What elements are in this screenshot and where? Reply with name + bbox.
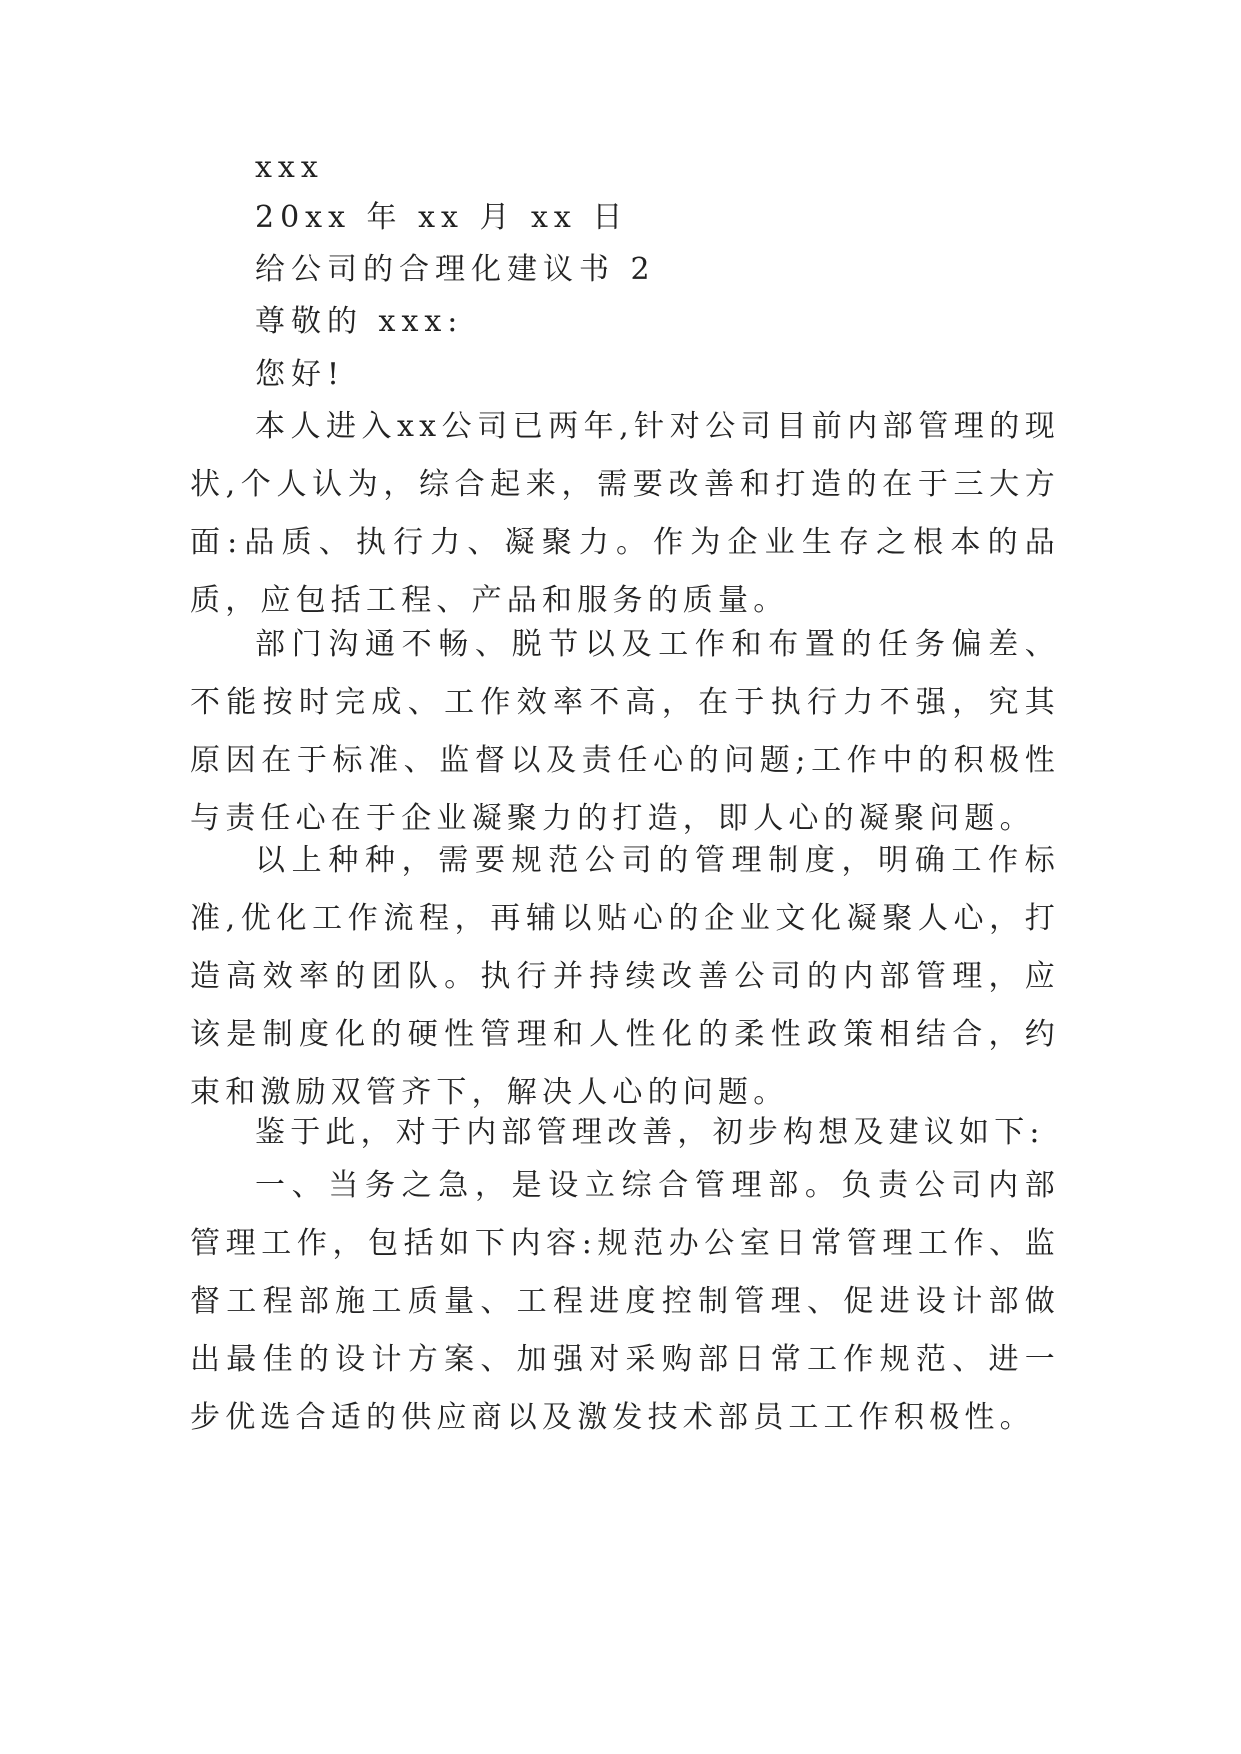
- paragraph-5: 一、当务之急，是设立综合管理部。负责公司内部管理工作，包括如下内容:规范办公室日常管理工作、监督工程部施工质量、工程进度控制管理、促进设计部做出最佳的设计方案、加强对采购部日常工作规范、进一步优选合适的供应商以及激发技术部员工工作积极性。: [190, 1168, 1060, 1435]
- signature-line: xxx: [255, 150, 324, 185]
- document-title: 给公司的合理化建议书 2: [255, 252, 656, 287]
- paragraph-2: 部门沟通不畅、脱节以及工作和布置的任务偏差、不能按时完成、工作效率不高，在于执行力不强，究其原因在于标准、监督以及责任心的问题;工作中的积极性与责任心在于企业凝聚力的打造，即人心的凝聚问题。: [190, 627, 1060, 836]
- date-line: 20xx 年 xx 月 xx 日: [255, 200, 629, 235]
- paragraph-3: 以上种种，需要规范公司的管理制度，明确工作标准,优化工作流程，再辅以贴心的企业文化凝聚人心，打造高效率的团队。执行并持续改善公司的内部管理，应该是制度化的硬性管理和人性化的柔性政策相结合，约束和激励双管齐下，解决人心的问题。: [190, 843, 1060, 1110]
- greeting: 您好!: [255, 357, 346, 392]
- paragraph-1: 本人进入xx公司已两年,针对公司目前内部管理的现状,个人认为，综合起来，需要改善和打造的在于三大方面:品质、执行力、凝聚力。作为企业生存之根本的品质，应包括工程、产品和服务的质量。: [190, 409, 1060, 618]
- salutation: 尊敬的 xxx:: [255, 304, 464, 339]
- paragraph-4: 鉴于此，对于内部管理改善，初步构想及建议如下:: [255, 1115, 1045, 1150]
